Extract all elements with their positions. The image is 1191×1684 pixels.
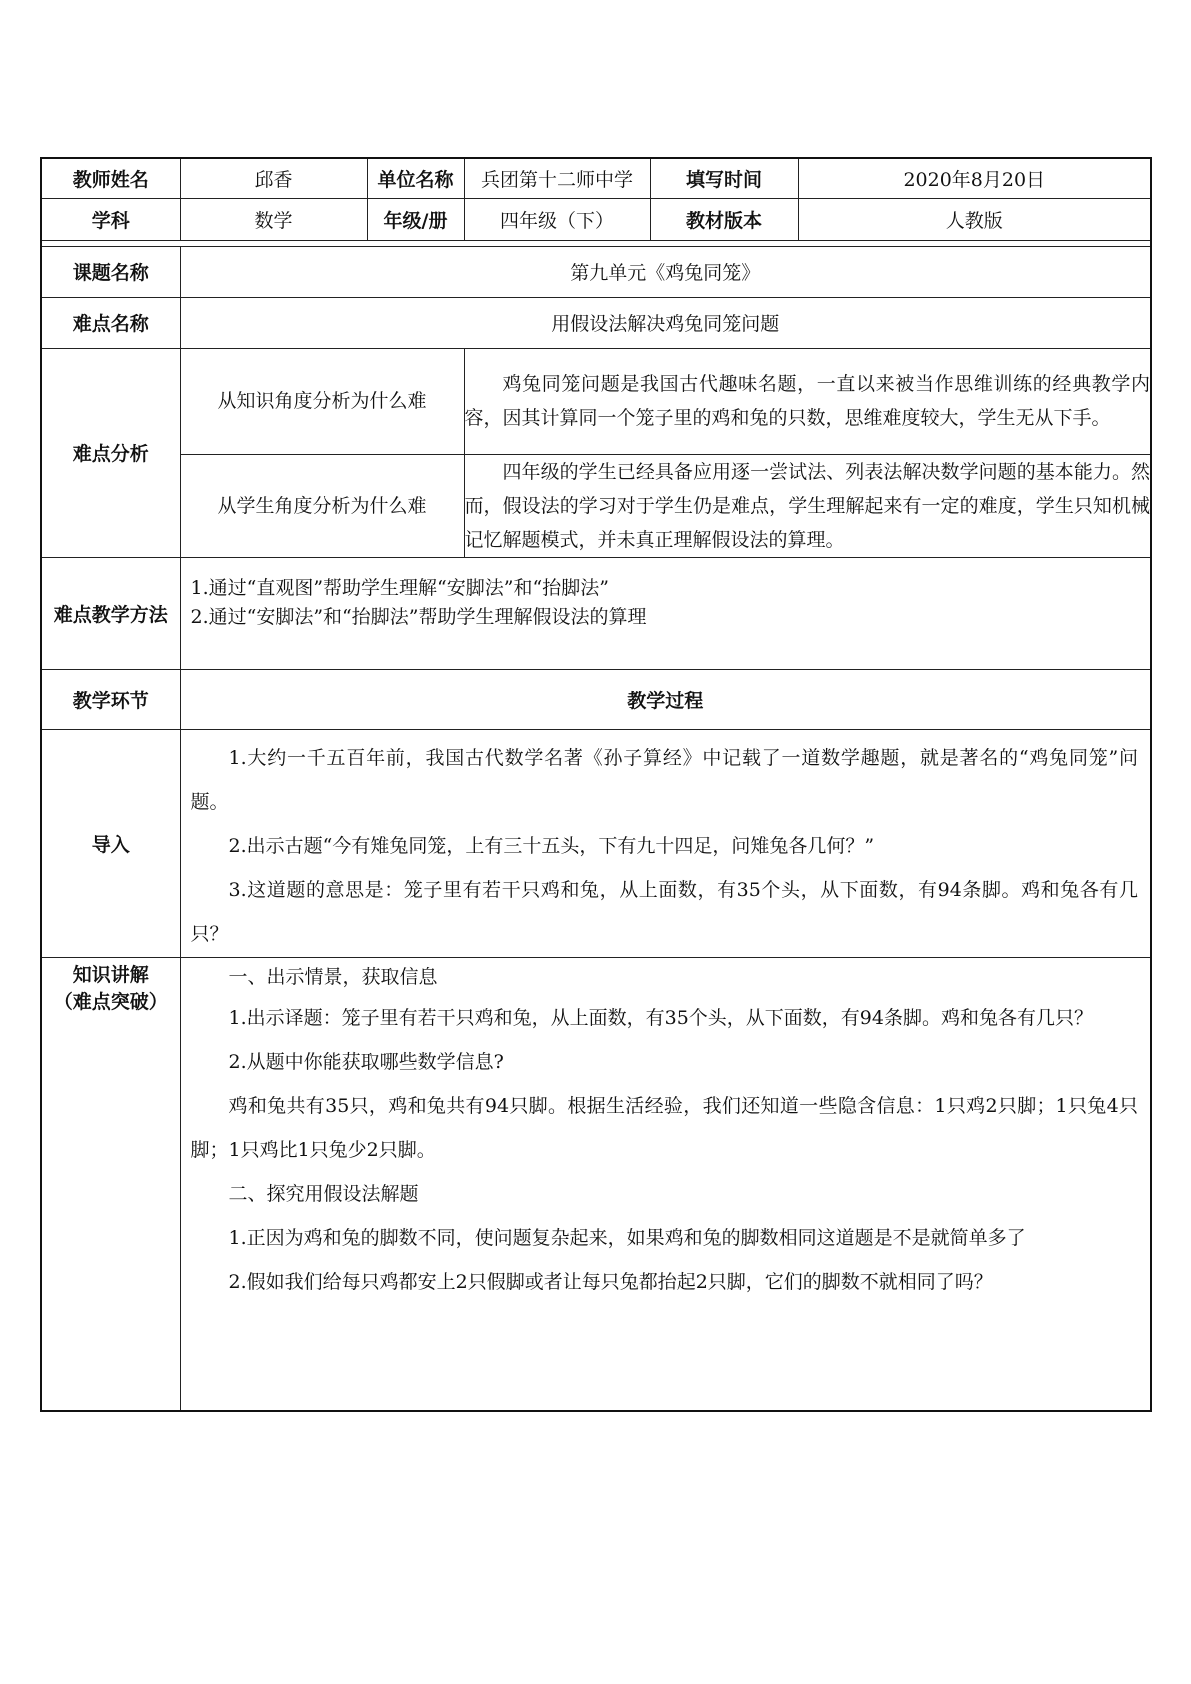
info-row-1 xyxy=(41,158,1151,198)
analysis-row-knowledge xyxy=(41,348,1151,454)
knowledge-angle-label: 从知识角度分析为什么难 xyxy=(180,348,464,454)
knowledge-paragraph: 2.从题中你能获取哪些数学信息? xyxy=(228,1050,504,1073)
intro-label: 导入 xyxy=(41,729,180,957)
analysis-row-student xyxy=(41,454,1151,557)
info-row-2 xyxy=(41,198,1151,240)
fill-date-label: 填写时间 xyxy=(650,158,798,198)
unit-name-value: 兵团第十二师中学 xyxy=(464,158,650,198)
grade-value: 四年级（下） xyxy=(464,198,650,240)
teacher-name-value: 邱香 xyxy=(180,158,367,198)
methods-label: 难点教学方法 xyxy=(41,557,180,669)
knowledge-paragraph: 1.出示译题：笼子里有若干只鸡和兔，从上面数，有35个头，从下面数，有94条脚。鸡和兔各有几只？ xyxy=(228,1006,1093,1029)
knowledge-paragraph: 1.正因为鸡和兔的脚数不同，使问题复杂起来，如果鸡和兔的脚数相同这道题是不是就简单多了 xyxy=(228,1226,1026,1249)
knowledge-paragraph: 鸡和兔共有35只，鸡和兔共有94只脚。根据生活经验，我们还知道一些隐含信息：1只鸡2只脚；1只兔4只脚；1只鸡比1只兔少2只脚。 xyxy=(190,1094,1138,1161)
topic-row xyxy=(41,246,1151,297)
subject-value: 数学 xyxy=(180,198,367,240)
method-item: 1.通过“直观图”帮助学生理解“安脚法”和“抬脚法” xyxy=(190,576,609,599)
methods-list xyxy=(180,557,1151,669)
intro-paragraph: 3.这道题的意思是：笼子里有若干只鸡和兔，从上面数，有35个头，从下面数，有94条脚。鸡和兔各有几只？ xyxy=(190,878,1138,945)
knowledge-paragraph: 2.假如我们给每只鸡都安上2只假脚或者让每只兔都抬起2只脚，它们的脚数不就相同了吗？ xyxy=(228,1270,993,1293)
stage-header: 教学环节 xyxy=(41,669,180,729)
intro-content xyxy=(180,729,1151,957)
unit-name-label: 单位名称 xyxy=(367,158,464,198)
topic-value: 第九单元《鸡兔同笼》 xyxy=(180,246,1151,297)
teacher-name-label: 教师姓名 xyxy=(41,158,180,198)
intro-row xyxy=(41,729,1151,957)
difficulty-value: 用假设法解决鸡兔同笼问题 xyxy=(180,297,1151,348)
edition-value: 人教版 xyxy=(798,198,1151,240)
knowledge-content xyxy=(180,957,1151,1411)
difficulty-label: 难点名称 xyxy=(41,297,180,348)
difficulty-row xyxy=(41,297,1151,348)
knowledge-angle-text: 鸡兔同笼问题是我国古代趣味名题，一直以来被当作思维训练的经典教学内容，因其计算同一个笼子里的鸡和兔的只数，思维难度较大，学生无从下手。 xyxy=(464,348,1151,454)
subject-label: 学科 xyxy=(41,198,180,240)
knowledge-paragraph: 一、出示情景，获取信息 xyxy=(228,965,438,988)
intro-paragraph: 2.出示古题“今有雉兔同笼，上有三十五头，下有九十四足，问雉兔各几何？” xyxy=(228,834,875,857)
student-angle-text: 四年级的学生已经具备应用逐一尝试法、列表法解决数学问题的基本能力。然而，假设法的学习对于学生仍是难点，学生理解起来有一定的难度，学生只知机械记忆解题模式，并未真正理解假设法的算理。 xyxy=(464,454,1151,557)
knowledge-paragraph: 二、探究用假设法解题 xyxy=(228,1182,419,1205)
knowledge-stage-label xyxy=(41,957,180,1411)
knowledge-label-line1: 知识讲解 xyxy=(72,963,149,986)
intro-paragraph: 1.大约一千五百年前，我国古代数学名著《孙子算经》中记载了一道数学趣题，就是著名的“鸡兔同笼”问题。 xyxy=(190,746,1138,813)
lesson-plan-table xyxy=(40,157,1152,1412)
analysis-label: 难点分析 xyxy=(41,348,180,557)
knowledge-row xyxy=(41,957,1151,1411)
edition-label: 教材版本 xyxy=(650,198,798,240)
methods-row xyxy=(41,557,1151,669)
method-item: 2.通过“安脚法”和“抬脚法”帮助学生理解假设法的算理 xyxy=(190,605,647,628)
process-header-row xyxy=(41,669,1151,729)
process-header: 教学过程 xyxy=(180,669,1151,729)
topic-label: 课题名称 xyxy=(41,246,180,297)
student-angle-label: 从学生角度分析为什么难 xyxy=(180,454,464,557)
grade-label: 年级/册 xyxy=(367,198,464,240)
fill-date-value: 2020年8月20日 xyxy=(798,158,1151,198)
knowledge-label-line2: （难点突破） xyxy=(53,990,168,1013)
